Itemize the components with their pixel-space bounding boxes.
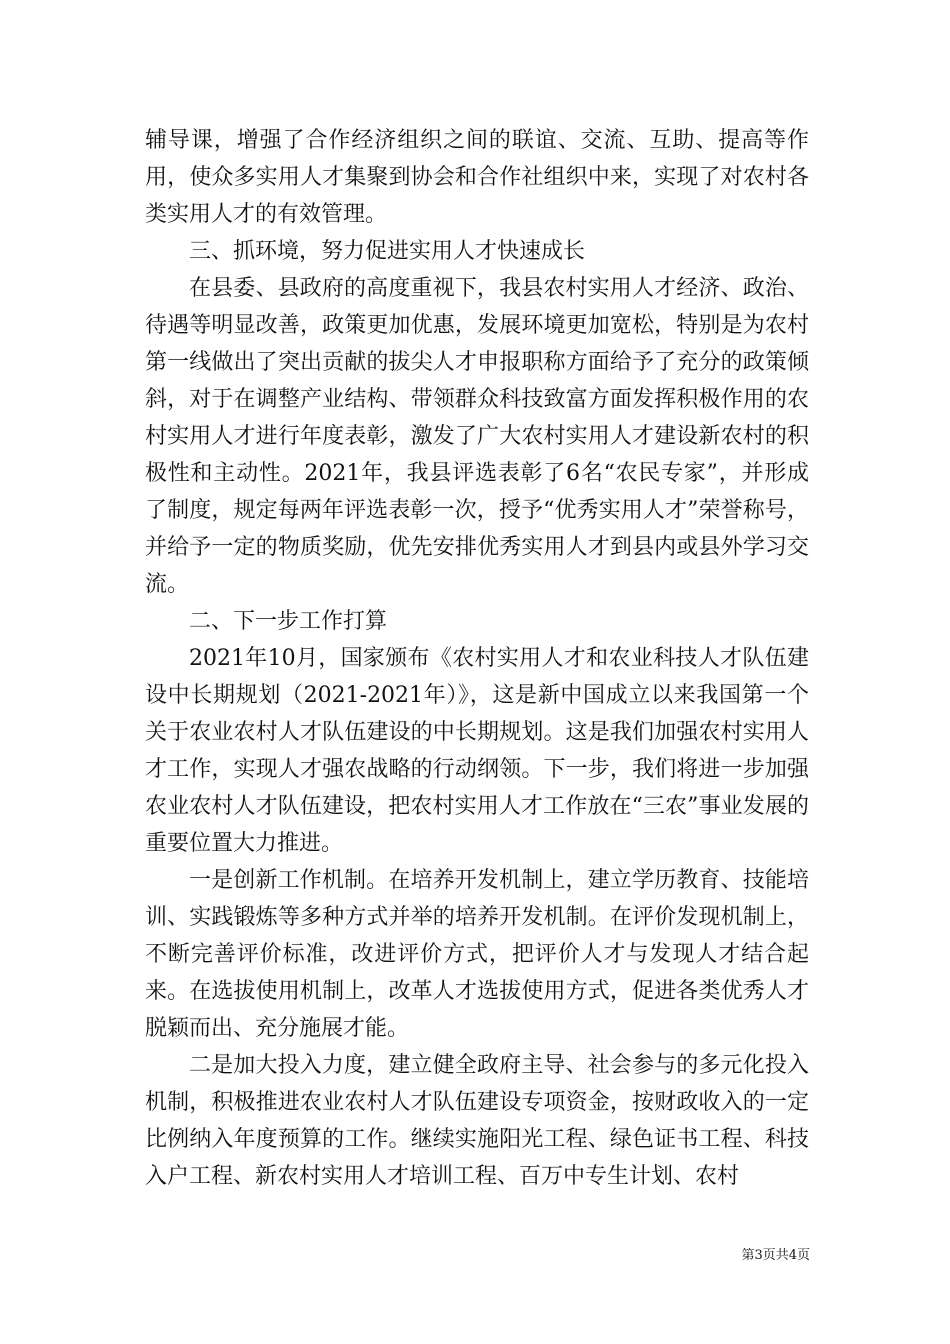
paragraph-2: 在县委、县政府的高度重视下，我县农村实用人才经济、政治、待遇等明显改善，政策更加优惠，发展环境更加宽松，特别是为农村第一线做出了突出贡献的拔尖人才申报职称方面给予了充分的政策倾斜，对于在调整产业结构、带领群众科技致富方面发挥积极作用的农村实用人才进行年度表彰，激发了广大农村实用人才建设新农村的积极性和主动性。2021年，我县评选表彰了6名“农民专家”，并形成了制度，规定每两年评选表彰一次，授予“优秀实用人才”荣誉称号，并给予一定的物质奖励，优先安排优秀实用人才到县内或县外学习交流。 [145,276,809,597]
page-number-footer: 第3页共4页 [741,1248,810,1263]
paragraph-1: 辅导课，增强了合作经济组织之间的联谊、交流、互助、提高等作用，使众多实用人才集聚到协会和合作社组织中来，实现了对农村各类实用人才的有效管理。 [145,128,809,227]
section-heading-3: 三、抓环境，努力促进实用人才快速成长 [189,239,586,264]
section-heading-next-steps: 二、下一步工作打算 [189,609,388,634]
paragraph-5: 二是加大投入力度，建立健全政府主导、社会参与的多元化投入机制，积极推进农业农村人才队伍建设专项资金，按财政收入的一定比例纳入年度预算的工作。继续实施阳光工程、绿色证书工程、科技入户工程、新农村实用人才培训工程、百万中专生计划、农村 [145,1053,809,1189]
document-body [145,122,809,1195]
paragraph-3: 2021年10月，国家颁布《农村实用人才和农业科技人才队伍建设中长期规划（2021-2021年）》，这是新中国成立以来我国第一个关于农业农村人才队伍建设的中长期规划。这是我们加强农村实用人才工作，实现人才强农战略的行动纲领。下一步，我们将进一步加强农业农村人才队伍建设，把农村实用人才工作放在“三农”事业发展的重要位置大力推进。 [145,646,809,856]
paragraph-4: 一是创新工作机制。在培养开发机制上，建立学历教育、技能培训、实践锻炼等多种方式并举的培养开发机制。在评价发现机制上，不断完善评价标准，改进评价方式，把评价人才与发现人才结合起来。在选拔使用机制上，改革人才选拔使用方式，促进各类优秀人才脱颖而出、充分施展才能。 [145,868,809,1041]
